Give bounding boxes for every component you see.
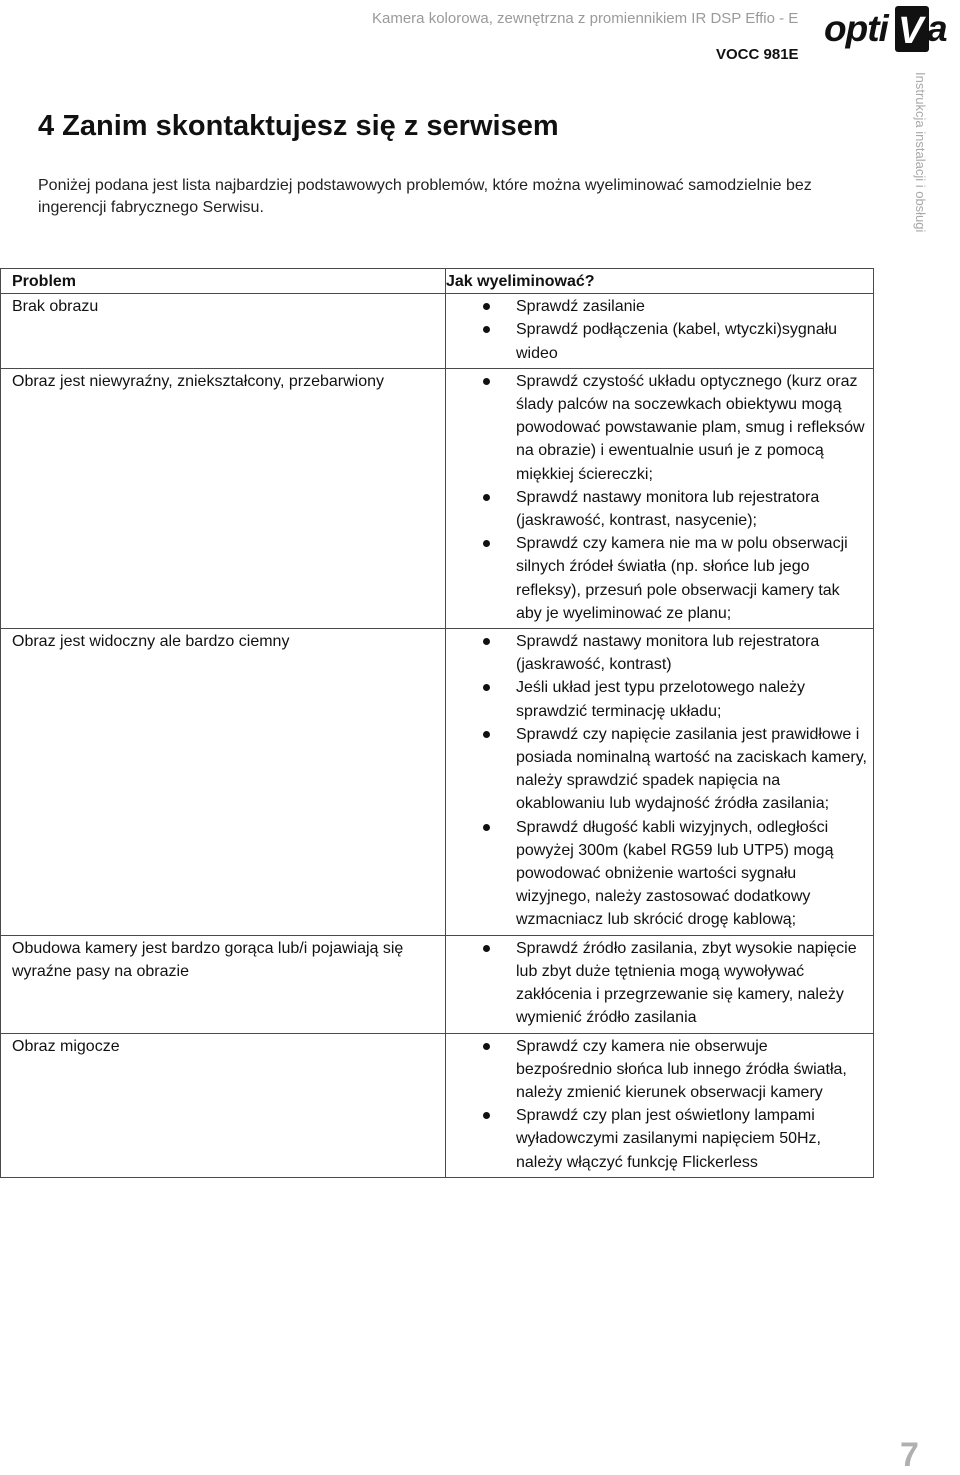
section-title: 4 Zanim skontaktujesz się z serwisem <box>38 110 559 142</box>
solution-item: Sprawdź czy kamera nie ma w polu obserwacji silnych źródeł światła (np. słońce lub jego refleksy), przesuń pole obserwacji kamery tak aby je wyeliminować ze planu; <box>516 532 867 625</box>
solution-item: Sprawdź nastawy monitora lub rejestratora (jaskrawość, kontrast, nasycenie); <box>516 486 867 532</box>
problem-cell: Obudowa kamery jest bardzo gorąca lub/i pojawiają się wyraźne pasy na obrazie <box>1 935 446 1033</box>
solution-list <box>446 1035 867 1174</box>
solution-cell <box>446 1033 874 1177</box>
side-label: Instrukcja instalacji i obsługi <box>913 72 928 233</box>
table-row <box>1 935 874 1033</box>
problem-cell: Obraz jest widoczny ale bardzo ciemny <box>1 629 446 936</box>
optiva-logo <box>823 4 957 54</box>
solution-cell <box>446 368 874 628</box>
solution-list <box>446 630 867 932</box>
solution-item: Jeśli układ jest typu przelotowego należy sprawdzić terminację układu; <box>516 676 867 722</box>
table-row <box>1 629 874 936</box>
svg-text:opti: opti <box>824 8 888 49</box>
column-header-solution: Jak wyeliminować? <box>446 269 874 294</box>
table-row <box>1 294 874 369</box>
document-model-code: VOCC 981E <box>716 46 799 63</box>
svg-text:a: a <box>927 8 948 49</box>
troubleshooting-table <box>0 268 874 1178</box>
solution-list <box>446 370 867 625</box>
section-intro: Poniżej podana jest lista najbardziej podstawowych problemów, które można wyeliminować samodzielnie bez ingerencji fabrycznego Serwisu. <box>38 177 812 216</box>
svg-text:V: V <box>898 10 924 52</box>
solution-item: Sprawdź nastawy monitora lub rejestratora (jaskrawość, kontrast) <box>516 630 867 676</box>
solution-list <box>446 937 867 1030</box>
solution-list <box>446 295 867 365</box>
problem-cell: Brak obrazu <box>1 294 446 369</box>
solution-item: Sprawdź czy kamera nie obserwuje bezpośrednio słońca lub innego źródła światła, należy zmienić kierunek obserwacji kamery <box>516 1035 867 1105</box>
solution-item: Sprawdź czystość układu optycznego (kurz oraz ślady palców na soczewkach obiektywu mogą powodować powstawanie plam, smug i refleksów na obrazie) i ewentualnie usuń je z pomocą miękkiej ściereczki; <box>516 370 867 486</box>
solution-cell <box>446 935 874 1033</box>
solution-cell <box>446 294 874 369</box>
solution-cell <box>446 629 874 936</box>
solution-item: Sprawdź podłączenia (kabel, wtyczki)sygnału wideo <box>516 318 867 364</box>
problem-cell: Obraz migocze <box>1 1033 446 1177</box>
solution-item: Sprawdź czy plan jest oświetlony lampami wyładowczymi zasilanymi napięciem 50Hz, należy włączyć funkcję Flickerless <box>516 1104 867 1174</box>
column-header-problem: Problem <box>1 269 446 294</box>
table-row <box>1 1033 874 1177</box>
table-header-row <box>1 269 874 294</box>
problem-cell: Obraz jest niewyraźny, zniekształcony, przebarwiony <box>1 368 446 628</box>
page-number: 7 <box>900 1436 919 1474</box>
document-header-title: Kamera kolorowa, zewnętrzna z promiennikiem IR DSP Effio - E <box>372 10 799 27</box>
table-row <box>1 368 874 628</box>
solution-item: Sprawdź źródło zasilania, zbyt wysokie napięcie lub zbyt duże tętnienia mogą wywoływać zakłócenia i przegrzewanie się kamery, należy wymienić źródło zasilania <box>516 937 867 1030</box>
solution-item: Sprawdź długość kabli wizyjnych, odległości powyżej 300m (kabel RG59 lub UTP5) mogą powodować obniżenie wartości sygnału wizyjnego, należy zastosować dodatkowy wzmacniacz lub skrócić drogę kablową; <box>516 816 867 932</box>
solution-item: Sprawdź czy napięcie zasilania jest prawidłowe i posiada nominalną wartość na zaciskach kamery, należy sprawdzić spadek napięcia na okablowaniu lub wydajność źródła zasilania; <box>516 723 867 816</box>
solution-item: Sprawdź zasilanie <box>516 295 867 318</box>
